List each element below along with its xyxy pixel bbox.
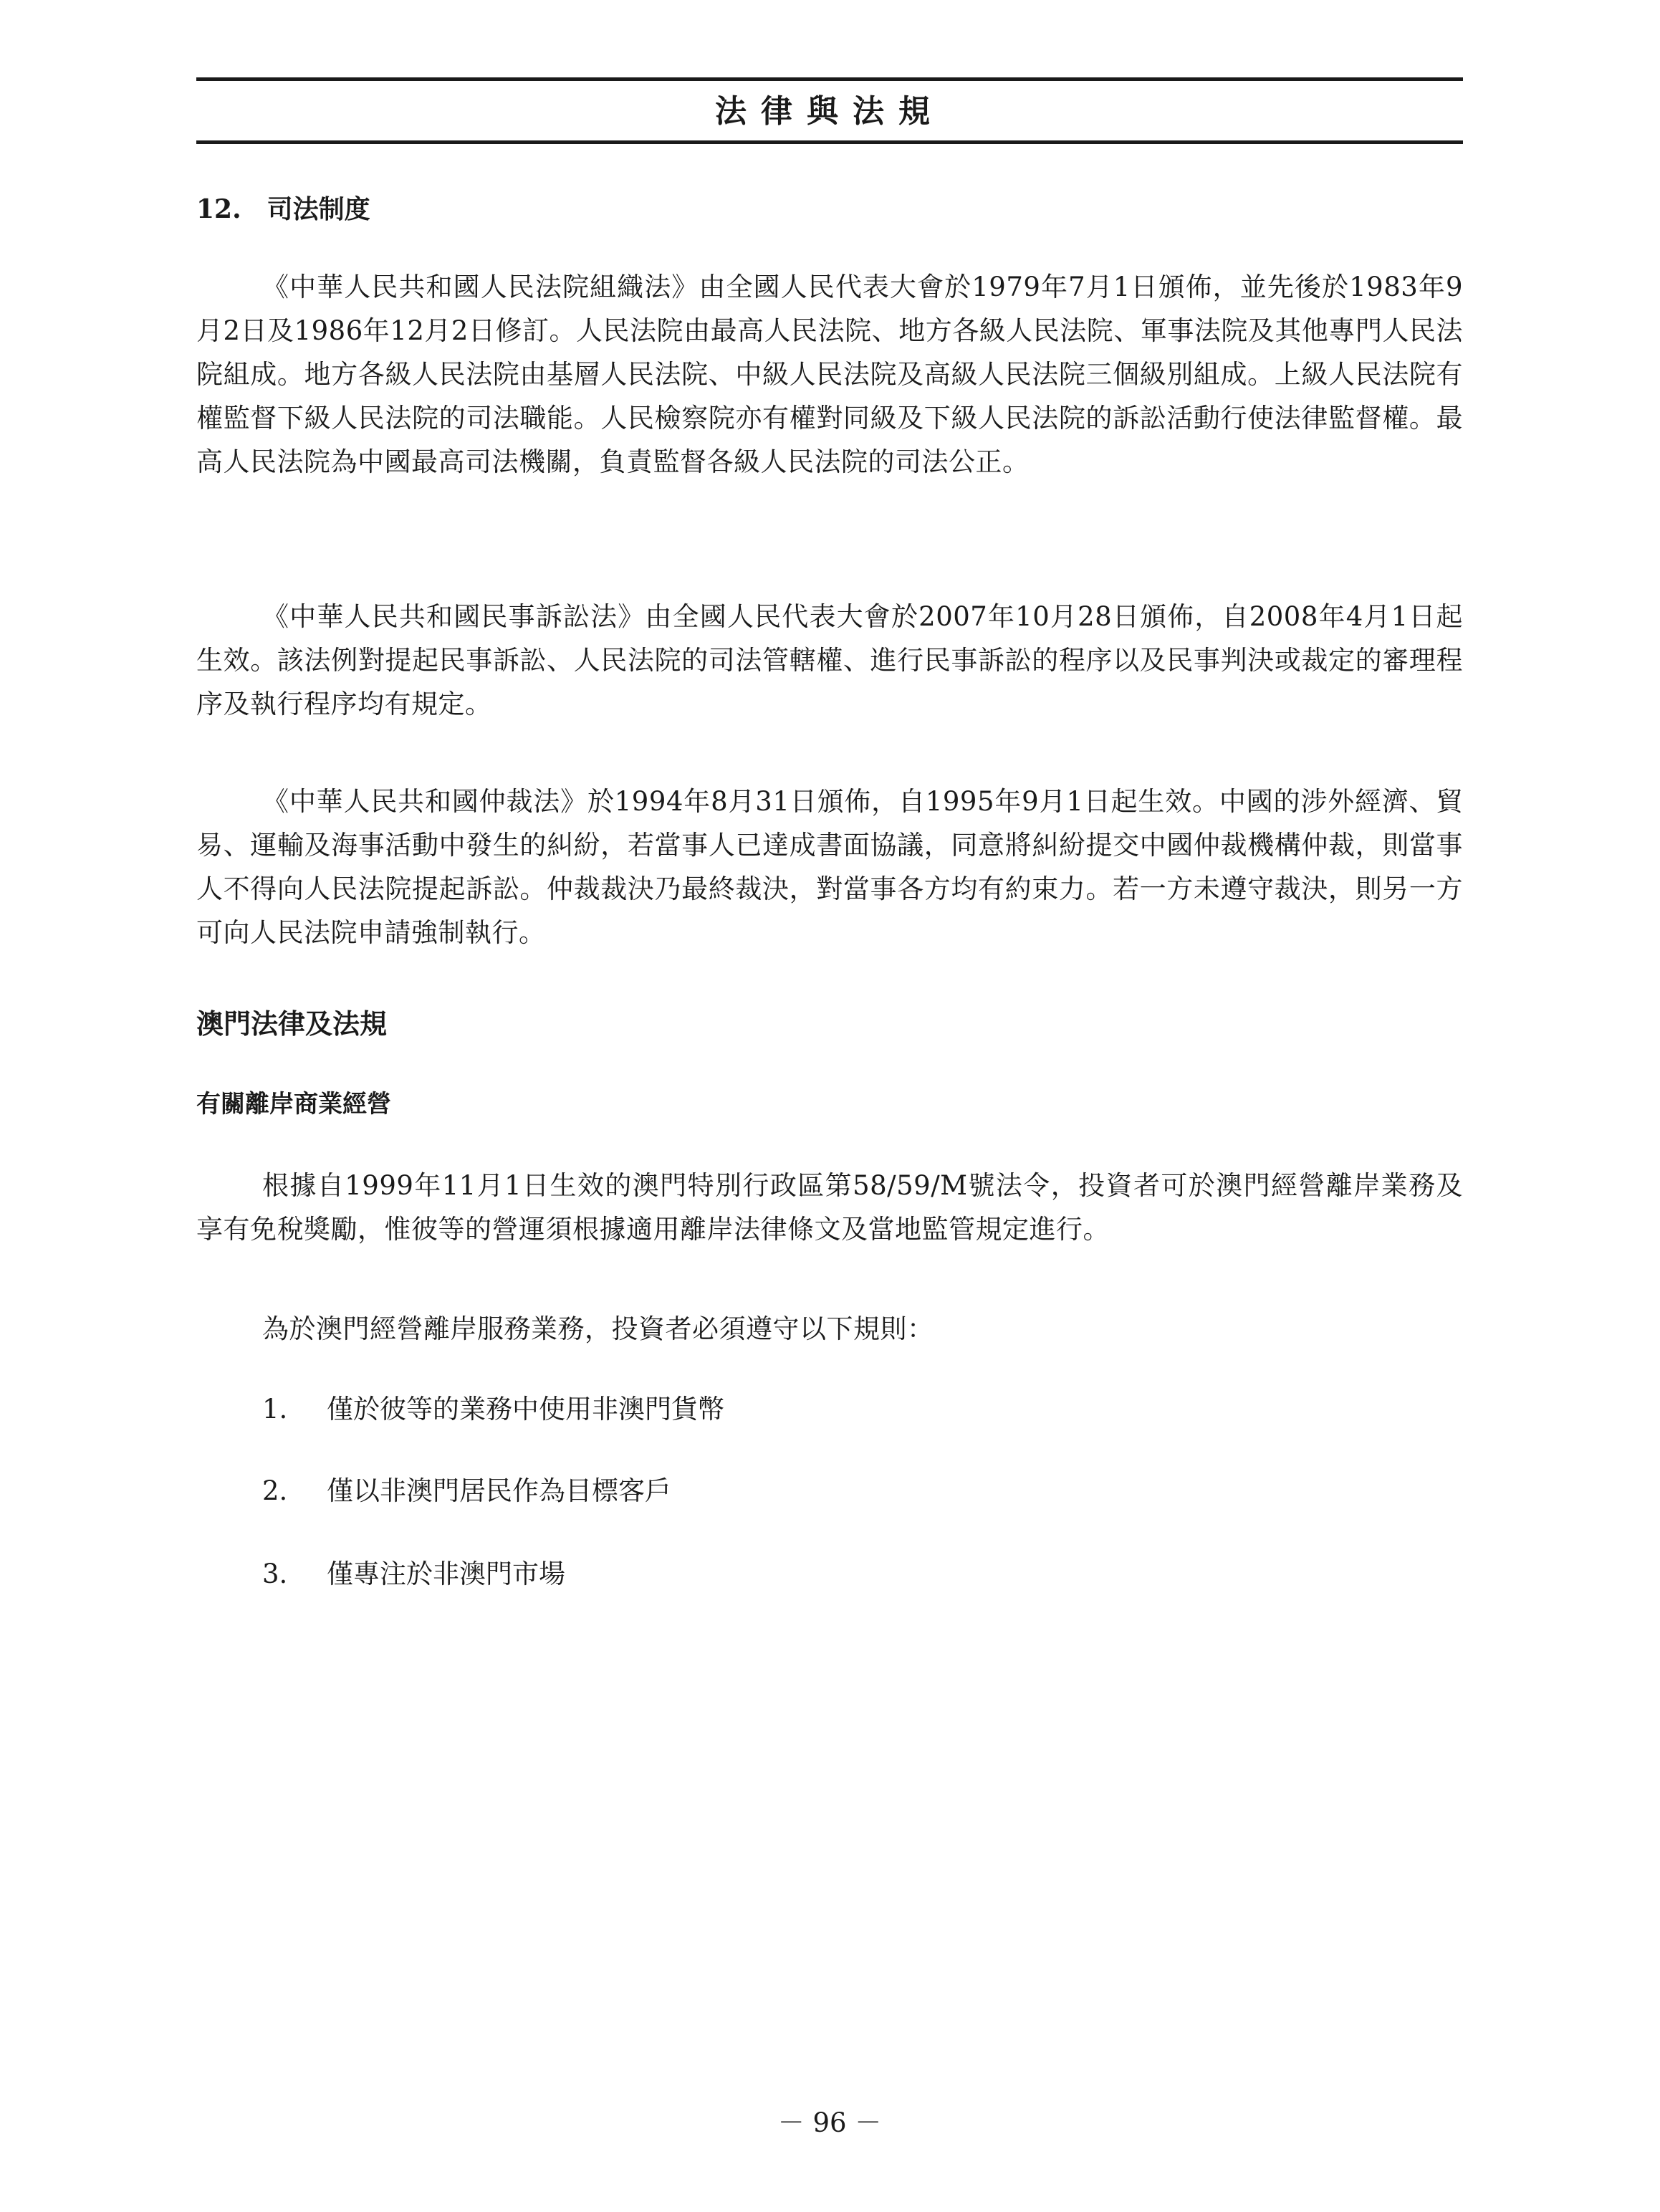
paragraph-macau-decree: 根據自1999年11月1日生效的澳門特別行政區第58/59/M號法令，投資者可於澳門經營離岸業務及享有免稅獎勵，惟彼等的營運須根據適用離岸法律條文及當地監管規定進行。 bbox=[196, 1170, 1463, 1245]
paragraph-civil-procedure-law: 《中華人民共和國民事訴訟法》由全國人民代表大會於2007年10月28日頒佈，自2008年4月1日起生效。該法例對提起民事訴訟、人民法院的司法管轄權、進行民事訴訟的程序以及民事判決或裁定的審理程序及執行程序均有規定。 bbox=[196, 601, 1463, 719]
running-header-title: 法律與法規 bbox=[715, 93, 944, 130]
header-top-rule bbox=[196, 77, 1463, 81]
list-item-number: 1. bbox=[262, 1394, 288, 1425]
paragraph-court-organization-law: 《中華人民共和國人民法院組織法》由全國人民代表大會於1979年7月1日頒佈，並先後於1983年9月2日及1986年12月2日修訂。人民法院由最高人民法院、地方各級人民法院、軍事法院及其他專門人民法院組成。地方各級人民法院由基層人民法院、中級人民法院及高級人民法院三個級別組成。上級人民法院有權監督下級人民法院的司法職能。人民檢察院亦有權對同級及下級人民法院的訴訟活動行使法律監督權。最高人民法院為中國最高司法機關，負責監督各級人民法院的司法公正。 bbox=[196, 272, 1463, 477]
list-item-text: 僅以非澳門居民作為目標客戶 bbox=[327, 1475, 671, 1506]
section-12-heading: 12. 司法制度 bbox=[196, 194, 370, 224]
paragraph-rules-intro: 為於澳門經營離岸服務業務，投資者必須遵守以下規則： bbox=[262, 1313, 934, 1344]
list-item-text: 僅專注於非澳門市場 bbox=[327, 1559, 565, 1589]
list-item-number: 3. bbox=[262, 1559, 288, 1589]
offshore-business-heading: 有關離岸商業經營 bbox=[196, 1090, 391, 1119]
list-item-text: 僅於彼等的業務中使用非澳門貨幣 bbox=[327, 1394, 724, 1425]
header-bottom-rule bbox=[196, 140, 1463, 144]
macau-laws-heading: 澳門法律及法規 bbox=[196, 1007, 388, 1040]
document-page bbox=[196, 77, 1463, 2141]
list-item-number: 2. bbox=[262, 1475, 288, 1506]
page-number: － 96 － bbox=[777, 2107, 882, 2138]
paragraph-arbitration-law: 《中華人民共和國仲裁法》於1994年8月31日頒佈，自1995年9月1日起生效。中國的涉外經濟、貿易、運輸及海事活動中發生的糾紛，若當事人已達成書面協議，同意將糾紛提交中國仲裁機構仲裁，則當事人不得向人民法院提起訴訟。仲裁裁決乃最終裁決，對當事各方均有約束力。若一方未遵守裁決，則另一方可向人民法院申請強制執行。 bbox=[196, 786, 1463, 948]
